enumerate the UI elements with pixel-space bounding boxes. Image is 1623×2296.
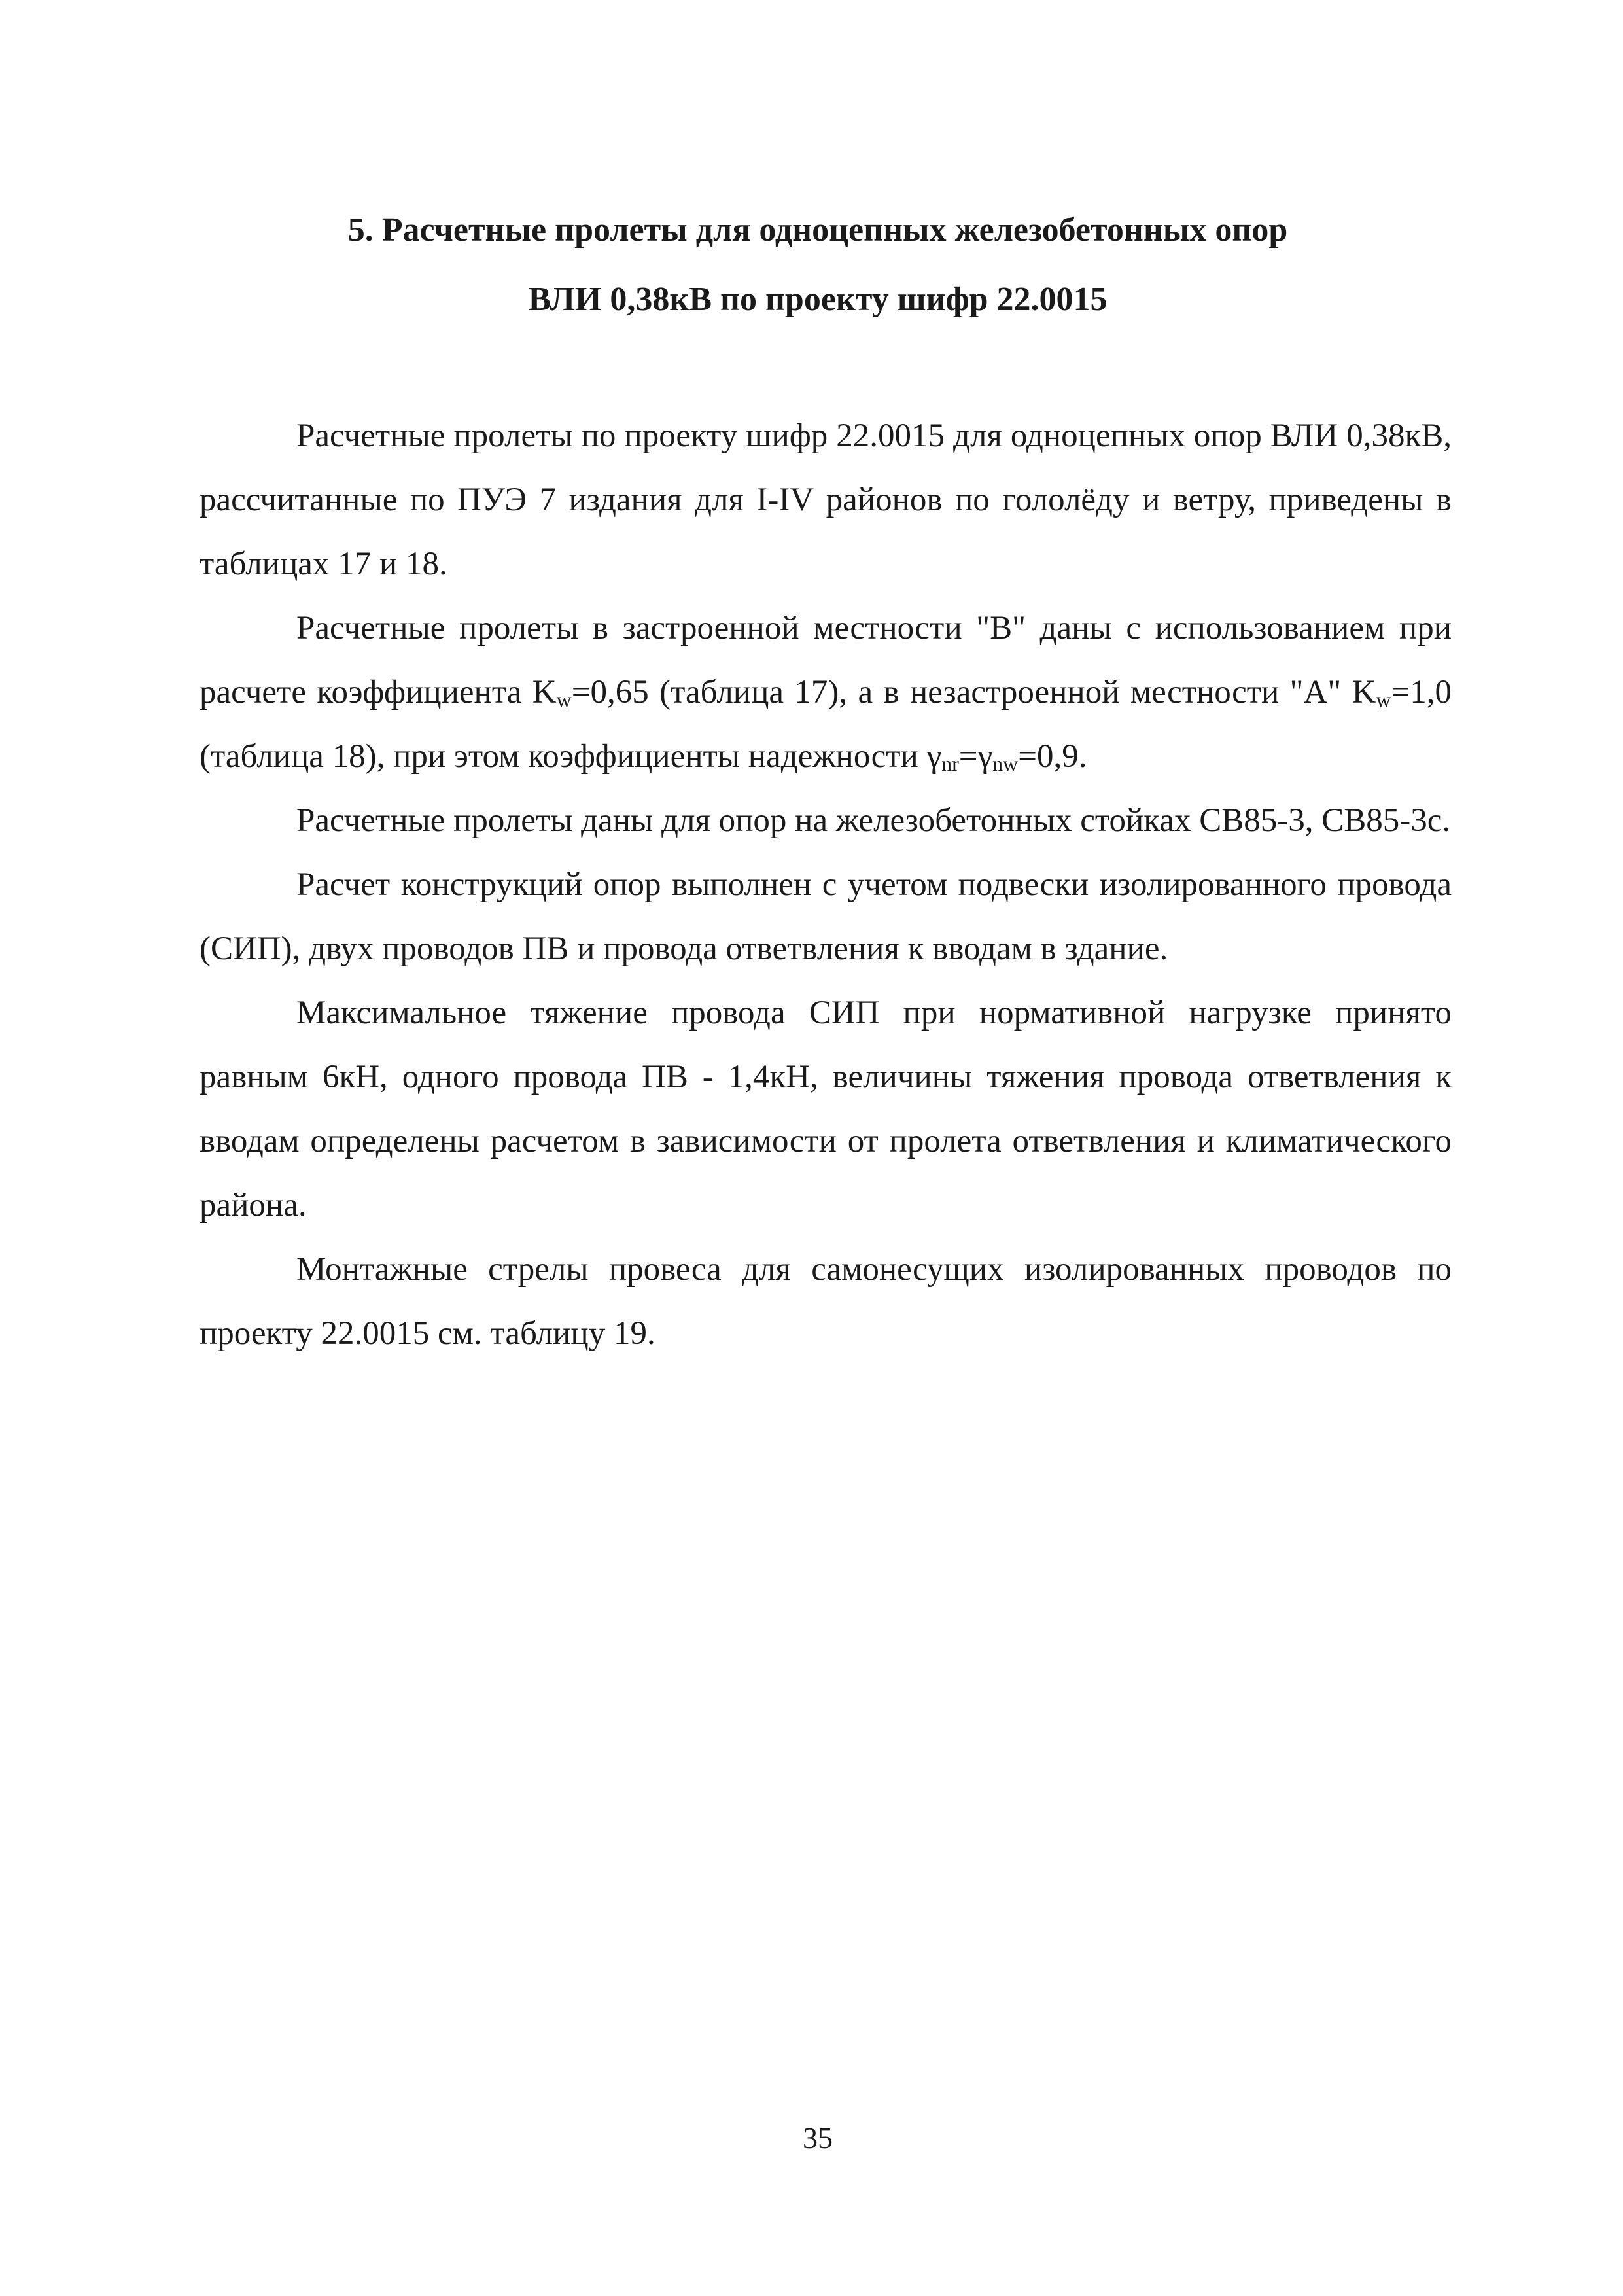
paragraph-2 <box>200 596 1452 788</box>
coefficient-kw-symbol: $K_w$ <box>532 674 572 711</box>
paragraph-1: Расчетные пролеты по проекту шифр 22.0015 для одноцепных опор ВЛИ 0,38кВ, рассчитанные по ПУЭ 7 издания для I-IV районов по гололёду и ветру, приведены в таблицах 17 и 18. <box>200 417 1452 582</box>
paragraph-2-text-a: Расчетные пролеты в застроенной местности "В" даны с использованием при расчете коэффициента <box>200 610 1452 711</box>
page-number: 35 <box>803 2121 833 2155</box>
paragraph-5: Максимальное тяжение провода СИП при нормативной нагрузке принято равным 6кН, одного провода ПВ - 1,4кН, величины тяжения провода ответвления к вводам определены расчетом в зависимости от пролета ответвления и климатического района. <box>200 995 1452 1224</box>
paragraph-2-text-d: =0,9. <box>1018 738 1087 775</box>
gamma-nr-symbol: $\gamma_{nr}$ <box>926 738 959 775</box>
paragraph-6: Монтажные стрелы провеса для самонесущих изолированных проводов по проекту 22.0015 см. таблицу 19. <box>200 1251 1452 1352</box>
paragraph-4: Расчет конструкций опор выполнен с учетом подвески изолированного провода (СИП), двух проводов ПВ и провода ответвления к вводам в здание. <box>200 866 1452 967</box>
section-heading-line-1: 5. Расчетные пролеты для одноцепных железобетонных опор <box>347 211 1288 249</box>
gamma-nw-symbol: $\gamma_{nw}$ <box>977 738 1019 775</box>
paragraph-3: Расчетные пролеты даны для опор на железобетонных стойках СВ85-3, СВ85-3с. <box>296 802 1451 839</box>
paragraph-2-text-c: =1,0 (таблица 18), при этом коэффициенты надежности <box>200 674 1452 775</box>
body-text <box>200 404 1452 1366</box>
equals-sign: = <box>958 738 978 775</box>
section-heading-line-2: ВЛИ 0,38кВ по проекту шифр 22.0015 <box>528 281 1108 318</box>
coefficient-kw-symbol-2: $K_w$ <box>1352 674 1391 711</box>
paragraph-2-text-b: =0,65 (таблица 17), а в незастроенной местности "А" <box>571 674 1352 711</box>
